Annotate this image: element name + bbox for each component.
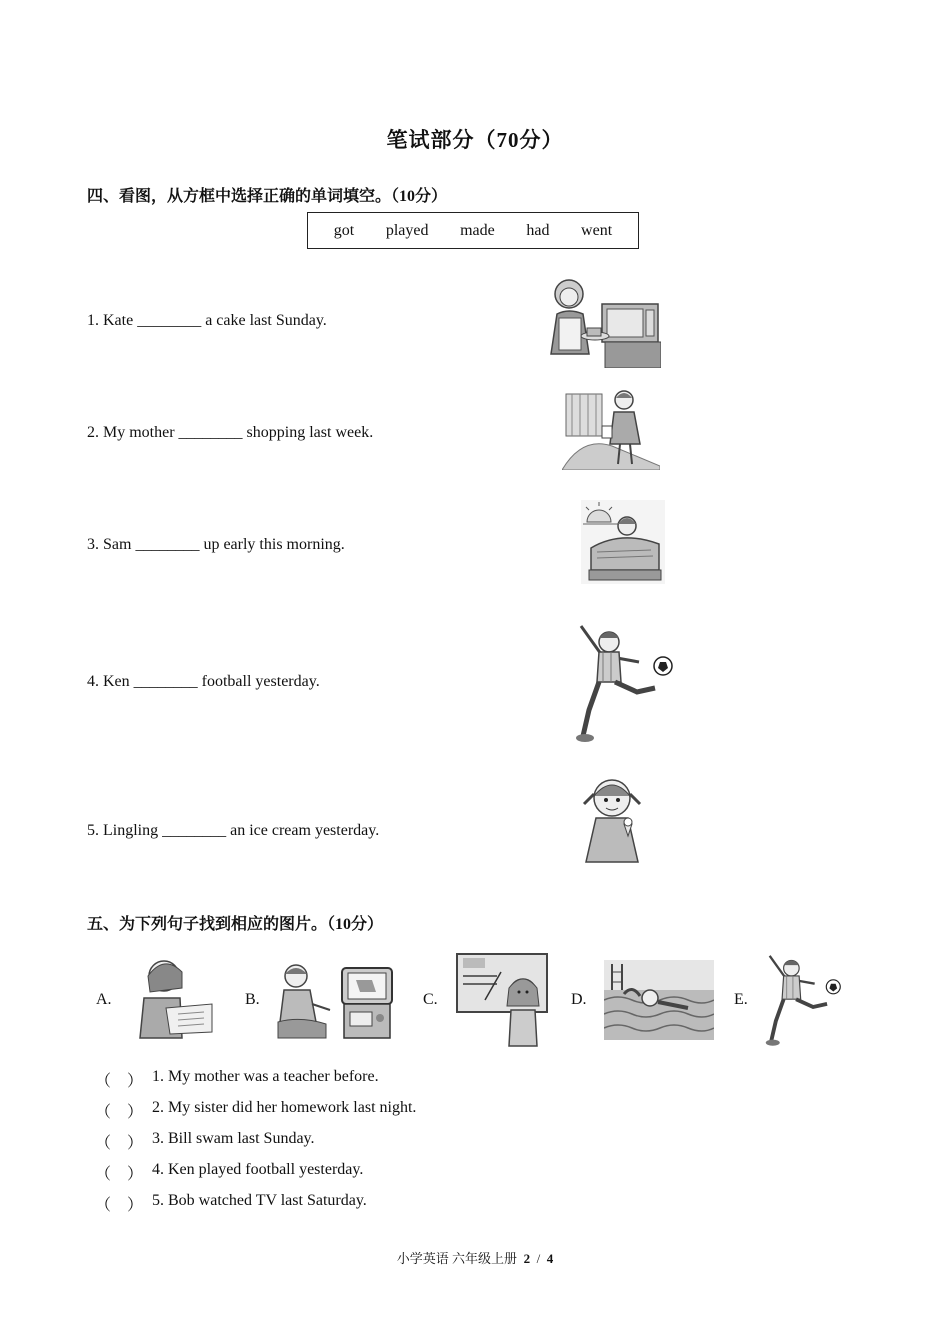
match-sentence: 1. My mother was a teacher before. xyxy=(152,1068,379,1085)
question-3: 3. Sam ________ up early this morning. xyxy=(87,536,345,553)
question-1: 1. Kate ________ a cake last Sunday. xyxy=(87,312,327,329)
question-2: 2. My mother ________ shopping last week. xyxy=(87,424,374,441)
option-c-label: C. xyxy=(423,991,438,1008)
page-footer xyxy=(0,1248,950,1267)
baking-woman-icon xyxy=(547,274,661,368)
option-a-label: A. xyxy=(96,991,112,1008)
match-sentence: 5. Bob watched TV last Saturday. xyxy=(152,1192,367,1209)
football-boy-icon xyxy=(575,620,691,746)
match-row xyxy=(95,1068,379,1091)
answer-blank[interactable]: （ ） xyxy=(95,1135,144,1152)
option-d-label: D. xyxy=(571,991,587,1008)
match-sentence: 2. My sister did her homework last night. xyxy=(152,1099,417,1116)
match-sentence: 4. Ken played football yesterday. xyxy=(152,1161,364,1178)
word-bank-item: got xyxy=(333,221,355,239)
answer-blank[interactable]: （ ） xyxy=(95,1197,144,1214)
watching-tv-boy-icon xyxy=(276,960,400,1044)
footer-page-number: 2 xyxy=(523,1251,531,1266)
match-row xyxy=(95,1192,367,1215)
word-bank-box xyxy=(307,212,639,249)
option-e-label: E. xyxy=(734,991,748,1008)
word-bank-item: went xyxy=(581,221,613,239)
match-row xyxy=(95,1099,416,1122)
answer-blank[interactable]: （ ） xyxy=(95,1104,144,1121)
section-4-heading: 四、看图，从方框中选择正确的单词填空。（10分） xyxy=(87,188,448,205)
homework-girl-icon xyxy=(130,952,214,1044)
word-bank-item: played xyxy=(385,221,429,239)
swimming-icon xyxy=(604,960,714,1040)
match-row xyxy=(95,1130,315,1153)
match-sentence: 3. Bill swam last Sunday. xyxy=(152,1130,315,1147)
question-4: 4. Ken ________ football yesterday. xyxy=(87,673,320,690)
waking-up-boy-icon xyxy=(581,500,665,584)
footer-label: 小学英语 六年级上册 xyxy=(396,1251,518,1266)
section-5-heading: 五、为下列句子找到相应的图片。（10分） xyxy=(87,916,384,933)
shopping-woman-icon xyxy=(562,386,660,470)
footer-separator: / xyxy=(536,1251,541,1266)
question-5: 5. Lingling ________ an ice cream yesterday. xyxy=(87,822,380,839)
option-b-label: B. xyxy=(245,991,260,1008)
answer-blank[interactable]: （ ） xyxy=(95,1166,144,1183)
football-boy-icon xyxy=(765,948,855,1052)
ice-cream-girl-icon xyxy=(566,770,662,870)
page-title: 笔试部分（70分） xyxy=(386,128,564,152)
footer-page-total: 4 xyxy=(546,1251,554,1266)
match-row xyxy=(95,1161,363,1184)
answer-blank[interactable]: （ ） xyxy=(95,1073,144,1090)
word-bank-item: had xyxy=(526,221,550,239)
teacher-icon xyxy=(455,952,551,1048)
word-bank-item: made xyxy=(460,221,495,239)
